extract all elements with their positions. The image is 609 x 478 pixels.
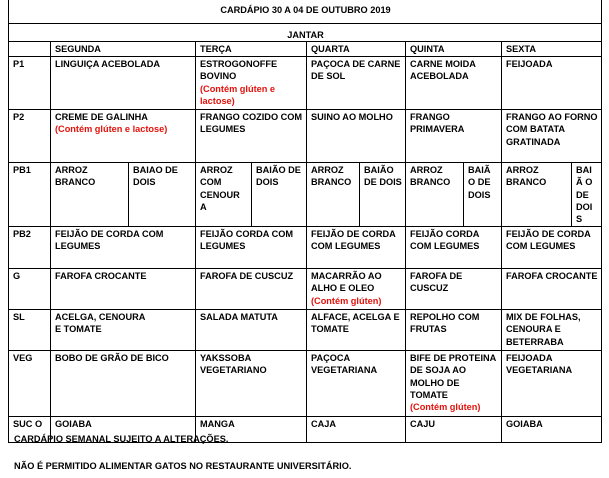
menu-cell: FEIJÃO CORDA COM LEGUMES xyxy=(196,226,307,268)
menu-cell: BAIÃ O DE DOIS xyxy=(572,162,602,226)
menu-cell: SALADA MATUTA xyxy=(196,309,307,350)
menu-cell: GOIABA xyxy=(51,416,196,442)
dish-name: ESTROGONOFFE BOVINO xyxy=(200,58,278,82)
menu-cell: ARROZ COM CENOUR A xyxy=(196,162,252,226)
day-header: TERÇA xyxy=(196,42,307,56)
meal-row xyxy=(9,24,602,42)
menu-cell: FEIJÃO DE CORDA COM LEGUMES xyxy=(51,226,196,268)
menu-cell: FEIJÃO DE CORDA COM LEGUMES xyxy=(502,226,602,268)
menu-cell: YAKSSOBA VEGETARIANO xyxy=(196,350,307,416)
day-header: QUINTA xyxy=(406,42,502,56)
menu-cell: MIX DE FOLHAS, CENOURA E BETERRABA xyxy=(502,309,602,350)
menu-table xyxy=(8,0,602,443)
dish-name: BIFE DE PROTEINA DE SOJA AO MOLHO DE TOMATE xyxy=(410,352,496,401)
menu-cell: ARROZ BRANCO xyxy=(406,162,464,226)
corner-cell xyxy=(9,42,51,56)
table-row xyxy=(9,268,602,309)
menu-cell: MANGA xyxy=(196,416,307,442)
menu-cell: FEIJOADA xyxy=(502,56,602,109)
row-label: G xyxy=(9,268,51,309)
menu-cell: FAROFA DE CUSCUZ xyxy=(406,268,502,309)
dish-name: E TOMATE xyxy=(55,324,102,335)
menu-cell: ALFACE, ACELGA E TOMATE xyxy=(307,309,406,350)
menu-cell: FEIJÃO DE CORDA COM LEGUMES xyxy=(307,226,406,268)
cat-feeding-warning: NÃO É PERMITIDO ALIMENTAR GATOS NO RESTAURANTE UNIVERSITÁRIO. xyxy=(14,461,352,471)
menu-cell: FRANGO PRIMAVERA xyxy=(406,109,502,162)
row-label: SL xyxy=(9,309,51,350)
menu-cell: PAÇOCA VEGETARIANA xyxy=(307,350,406,416)
menu-cell: ARROZ BRANCO xyxy=(307,162,360,226)
row-label: P2 xyxy=(9,109,51,162)
row-label: PB2 xyxy=(9,226,51,268)
allergen-note: (Contém glúten e lactose) xyxy=(55,124,168,135)
row-label: SUC O xyxy=(9,416,51,442)
menu-cell xyxy=(406,350,502,416)
row-label: VEG xyxy=(9,350,51,416)
days-header-row xyxy=(9,42,602,56)
menu-cell: FAROFA CROCANTE xyxy=(51,268,196,309)
dish-name: ACELGA, CENOURA xyxy=(55,311,146,322)
row-label: PB1 xyxy=(9,162,51,226)
menu-cell: BAIÃO DE DOIS xyxy=(360,162,406,226)
day-header: SEGUNDA xyxy=(51,42,196,56)
menu-cell: FEIJÃO CORDA COM LEGUMES xyxy=(406,226,502,268)
table-row xyxy=(9,309,602,350)
day-header: QUARTA xyxy=(307,42,406,56)
menu-cell: CAJU xyxy=(406,416,502,442)
menu-cell: BAIAO DE DOIS xyxy=(129,162,196,226)
table-row xyxy=(9,226,602,268)
menu-cell: BOBO DE GRÃO DE BICO xyxy=(51,350,196,416)
menu-cell: SUINO AO MOLHO xyxy=(307,109,406,162)
allergen-note: (Contém glúten) xyxy=(410,402,481,413)
menu-cell xyxy=(51,309,196,350)
menu-cell: CARNE MOIDA ACEBOLADA xyxy=(406,56,502,109)
allergen-note: (Contém glúten) xyxy=(311,295,382,306)
menu-cell: LINGUIÇA ACEBOLADA xyxy=(51,56,196,109)
dish-name: MACARRÃO AO ALHO E OLEO xyxy=(311,270,382,294)
menu-cell: BAIÃO DE DOIS xyxy=(252,162,307,226)
table-row xyxy=(9,162,602,226)
table-row xyxy=(9,350,602,416)
menu-cell: ARROZ BRANCO xyxy=(51,162,129,226)
menu-cell: FAROFA DE CUSCUZ xyxy=(196,268,307,309)
menu-cell: BAIÃ O DE DOIS xyxy=(464,162,502,226)
menu-cell xyxy=(307,268,406,309)
disclaimer-note: CARDÁPIO SEMANAL SUJEITO A ALTERAÇÕES. xyxy=(14,434,229,444)
day-header: SEXTA xyxy=(502,42,602,56)
title-row xyxy=(9,0,602,24)
menu-cell: GOIABA xyxy=(502,416,602,442)
table-row xyxy=(9,56,602,109)
menu-cell xyxy=(196,56,307,109)
row-label: P1 xyxy=(9,56,51,109)
menu-cell xyxy=(51,109,196,162)
menu-cell: REPOLHO COM FRUTAS xyxy=(406,309,502,350)
menu-cell: CAJA xyxy=(307,416,406,442)
menu-cell: ARROZ BRANCO xyxy=(502,162,572,226)
menu-cell: FRANGO AO FORNO COM BATATA GRATINADA xyxy=(502,109,602,162)
menu-cell: FAROFA CROCANTE xyxy=(502,268,602,309)
dish-name: CREME DE GALINHA xyxy=(55,111,148,122)
allergen-note: (Contém glúten e lactose) xyxy=(200,83,276,107)
table-row xyxy=(9,109,602,162)
menu-cell: PAÇOCA DE CARNE DE SOL xyxy=(307,56,406,109)
menu-cell: FRANGO COZIDO COM LEGUMES xyxy=(196,109,307,162)
meal-label: JANTAR xyxy=(9,24,602,42)
menu-cell: FEIJOADA VEGETARIANA xyxy=(502,350,602,416)
menu-title: CARDÁPIO 30 A 04 DE OUTUBRO 2019 xyxy=(9,0,602,24)
